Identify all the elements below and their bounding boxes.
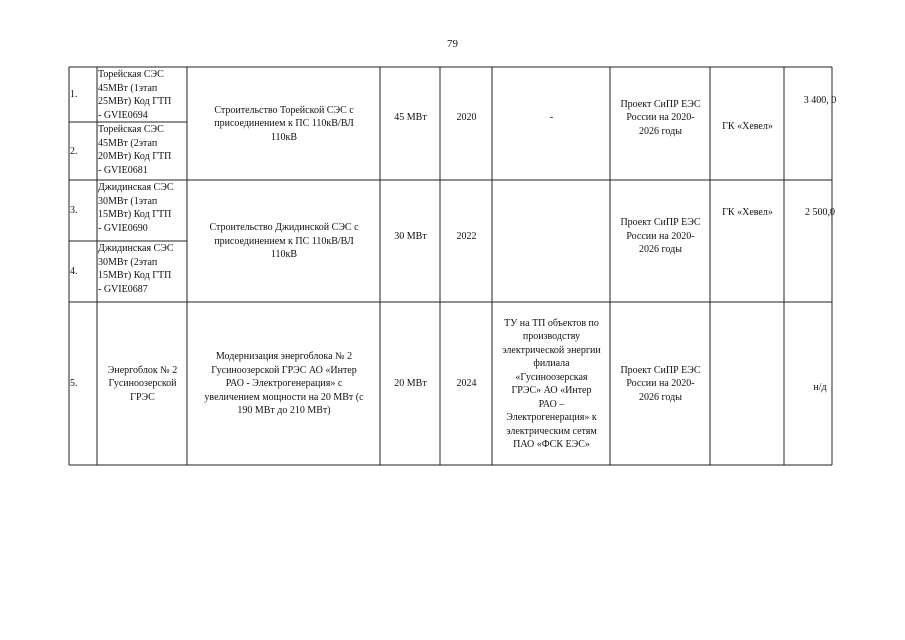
document-reference: Проект СиПР ЕЭС России на 2020- 2026 годы <box>620 98 701 137</box>
row-number: 4. <box>70 266 78 278</box>
basis-value <box>493 181 610 292</box>
cost-value: 3 400, 0 <box>803 95 837 106</box>
organization-name: ГК «Хевел» <box>722 207 773 218</box>
organization-name: ГК «Хевел» <box>722 121 773 133</box>
document-reference: Проект СиПР ЕЭС России на 2020- 2026 годы <box>620 217 701 256</box>
row-number: 1. <box>70 89 78 101</box>
row-number: 5. <box>70 378 78 390</box>
row-number: 3. <box>70 205 78 217</box>
basis-value: ТУ на ТП объектов по производству электрической энергии филиала «Гусиноозерская ГРЭС» АО «Интер РАО – Электрогенерация» к электрическим сетям ПАО «ФСК ЕЭС» <box>502 317 601 450</box>
year-value: 2022 <box>456 230 477 242</box>
object-name: Джидинская СЭС 30МВт (1этап 15МВт) Код ГТП - GVIE0690 <box>98 182 174 234</box>
row-number: 2. <box>70 145 78 157</box>
work-description: Модернизация энергоблока № 2 Гусиноозерской ГРЭС АО «Интер РАО - Электрогенерация» с увеличением мощности на 20 МВт (с 190 МВт до 210 МВт) <box>204 351 364 417</box>
work-description: Строительство Торейской СЭС с присоединением к ПС 110кВ/ВЛ 110кВ <box>214 104 354 143</box>
object-name: Торейская СЭС 45МВт (1этап 25МВт) Код ГТП - GVIE0694 <box>98 69 172 121</box>
capacity-value: 30 МВт <box>394 230 427 242</box>
capacity-value: 20 МВт <box>394 378 427 390</box>
document-reference: Проект СиПР ЕЭС России на 2020- 2026 годы <box>620 364 701 403</box>
organization-name <box>711 303 784 465</box>
cost-value: 2 500,0 <box>805 207 835 218</box>
object-name: Джидинская СЭС 30МВт (2этап 15МВт) Код ГТП - GVIE0687 <box>98 243 174 295</box>
basis-value: - <box>549 112 554 124</box>
year-value: 2020 <box>456 112 477 124</box>
object-name: Энергоблок № 2 Гусиноозерской ГРЭС <box>107 364 178 403</box>
cost-value: н/д <box>813 382 827 394</box>
page-number: 79 <box>447 38 458 50</box>
object-name: Торейская СЭС 45МВт (2этап 20МВт) Код ГТП - GVIE0681 <box>98 124 172 176</box>
year-value: 2024 <box>456 378 477 390</box>
capacity-value: 45 МВт <box>394 112 427 124</box>
work-description: Строительство Джидинской СЭС с присоединением к ПС 110кВ/ВЛ 110кВ <box>209 222 359 261</box>
